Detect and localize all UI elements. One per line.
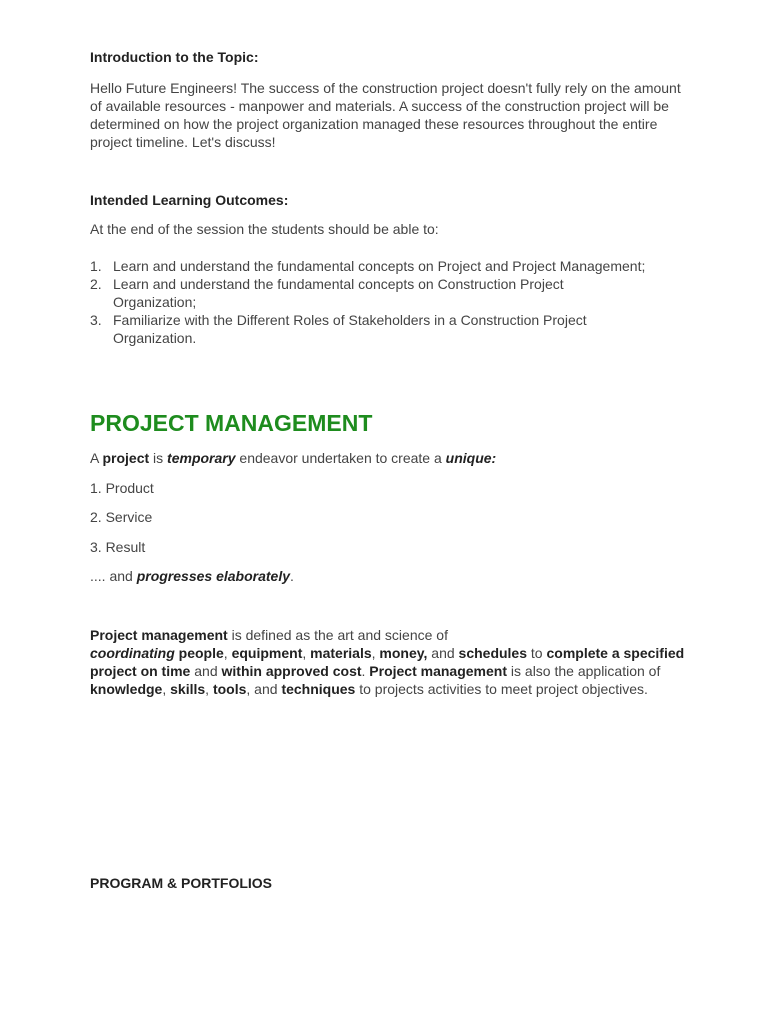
pm-coordinating: coordinating <box>90 645 175 661</box>
ilo-item-number: 1. <box>90 258 102 274</box>
pm-text: to <box>527 645 547 661</box>
pm-materials: materials <box>310 645 372 661</box>
progress-line <box>90 567 294 585</box>
pm-list-item-result: 3. Result <box>90 539 146 555</box>
pm-schedules: schedules <box>458 645 528 661</box>
ilo-list <box>90 257 650 347</box>
intro-heading: Introduction to the Topic: <box>90 49 259 65</box>
def-unique: unique: <box>445 450 497 466</box>
pm-text: and <box>427 645 459 661</box>
pm-text: is also the application of <box>507 663 661 679</box>
progress-bold: progresses elaborately <box>136 568 290 584</box>
pm-list-item-service: 2. Service <box>90 509 153 525</box>
pm-text: is defined as the art and science of <box>227 627 448 643</box>
ilo-item-text: Learn and understand the fundamental concepts on Project and Project Management; <box>113 258 646 274</box>
program-portfolios-heading: PROGRAM & PORTFOLIOS <box>90 875 272 891</box>
def-text: A <box>90 450 103 466</box>
pm-complete-on-time: complete a specified project on time <box>90 645 685 679</box>
pm-text: . <box>361 663 370 679</box>
pm-term: Project management <box>90 627 228 643</box>
ilo-item-2 <box>90 275 650 311</box>
pm-people: people <box>178 645 224 661</box>
ilo-item-number: 3. <box>90 312 102 328</box>
intro-paragraph: Hello Future Engineers! The success of the construction project doesn't fully rely on the amount of available resources - manpower and materials. A success of the construction project will be determined on how the project organization managed these resources throughout the entire project timeline. Let's discuss! <box>90 80 681 150</box>
def-text: endeavor undertaken to create a <box>235 450 446 466</box>
pm-techniques: techniques <box>281 681 356 697</box>
ilo-item-1 <box>90 257 650 275</box>
pm-heading: PROJECT MANAGEMENT <box>90 410 373 436</box>
ilo-heading: Intended Learning Outcomes: <box>90 192 289 208</box>
pm-money: money, <box>379 645 428 661</box>
pm-within-cost: within approved cost <box>221 663 362 679</box>
progress-prefix: .... and <box>90 568 137 584</box>
pm-text: to projects activities to meet project objectives. <box>355 681 648 697</box>
pm-equipment: equipment <box>231 645 303 661</box>
pm-text: , <box>371 645 380 661</box>
def-project: project <box>102 450 150 466</box>
pm-skills: skills <box>170 681 206 697</box>
ilo-lead: At the end of the session the students should be able to: <box>90 221 439 237</box>
pm-text: , <box>162 681 171 697</box>
def-temporary: temporary <box>167 450 236 466</box>
ilo-item-text: Learn and understand the fundamental concepts on Construction Project Organization; <box>113 276 564 310</box>
pm-text: , <box>302 645 311 661</box>
pm-term: Project management <box>369 663 508 679</box>
def-text: is <box>149 450 168 466</box>
ilo-item-3 <box>90 311 650 347</box>
pm-definition-paragraph <box>90 626 690 698</box>
progress-suffix: . <box>290 568 294 584</box>
project-definition <box>90 449 496 467</box>
ilo-item-number: 2. <box>90 276 102 292</box>
pm-text: , and <box>246 681 282 697</box>
ilo-item-text: Familiarize with the Different Roles of Stakeholders in a Construction Project Organization. <box>113 312 587 346</box>
pm-knowledge: knowledge <box>90 681 163 697</box>
pm-list-item-product: 1. Product <box>90 480 154 496</box>
pm-text: , <box>205 681 213 697</box>
pm-tools: tools <box>212 681 247 697</box>
pm-text: and <box>190 663 222 679</box>
pm-text: , <box>223 645 232 661</box>
